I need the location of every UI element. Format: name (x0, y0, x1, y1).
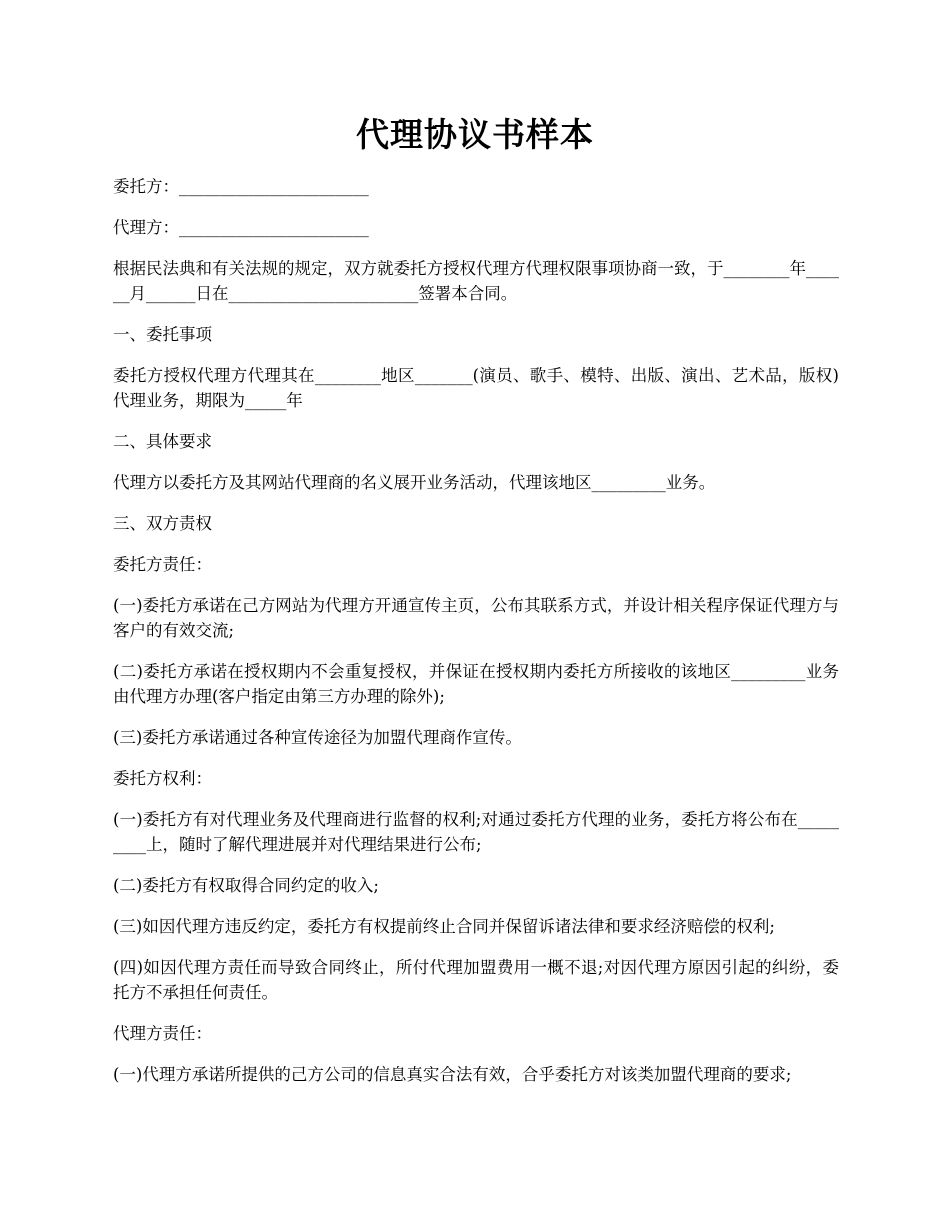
section-heading-2: 二、具体要求 (113, 432, 212, 451)
section-1-text: 委托方授权代理方代理其在________地区_______(演员、歌手、模特、出版、演出、艺术品，版权)代理业务，期限为_____年 (113, 366, 839, 410)
principal-line: 委托方：_______________________ (113, 177, 369, 196)
document-title: 代理协议书样本 (356, 115, 594, 154)
document-body (113, 174, 839, 1103)
principal-rights-heading: 委托方权利： (113, 769, 212, 788)
principal-right-2: (二)委托方有权取得合同约定的收入; (113, 876, 379, 895)
agent-duty-1: (一)代理方承诺所提供的己方公司的信息真实合法有效，合乎委托方对该类加盟代理商的要求; (113, 1065, 792, 1084)
section-heading-3: 三、双方责权 (113, 514, 212, 533)
agent-line: 代理方：_______________________ (113, 218, 369, 237)
section-heading-1: 一、委托事项 (113, 325, 212, 344)
principal-right-1: (一)委托方有对代理业务及代理商进行监督的权利;对通过委托方代理的业务，委托方将公布在_________上，随时了解代理进展并对代理结果进行公布; (113, 810, 839, 854)
section-2-text: 代理方以委托方及其网站代理商的名义展开业务活动，代理该地区_________业务。 (113, 473, 716, 492)
principal-duties-heading: 委托方责任： (113, 555, 212, 574)
preamble: 根据民法典和有关法规的规定，双方就委托方授权代理方代理权限事项协商一致，于________年______月______日在_______________________签署本合同。 (113, 259, 839, 303)
principal-right-3: (三)如因代理方违反约定，委托方有权提前终止合同并保留诉诸法律和要求经济赔偿的权利; (113, 917, 775, 936)
principal-duty-1: (一)委托方承诺在己方网站为代理方开通宣传主页，公布其联系方式，并设计相关程序保证代理方与客户的有效交流; (113, 596, 839, 640)
principal-duty-3: (三)委托方承诺通过各种宣传途径为加盟代理商作宣传。 (113, 728, 522, 747)
agent-duties-heading: 代理方责任： (113, 1024, 212, 1043)
principal-duty-2: (二)委托方承诺在授权期内不会重复授权，并保证在授权期内委托方所接收的该地区_________业务由代理方办理(客户指定由第三方办理的除外); (113, 662, 839, 706)
principal-right-4: (四)如因代理方责任而导致合同终止，所付代理加盟费用一概不退;对因代理方原因引起的纠纷，委托方不承担任何责任。 (113, 958, 839, 1002)
